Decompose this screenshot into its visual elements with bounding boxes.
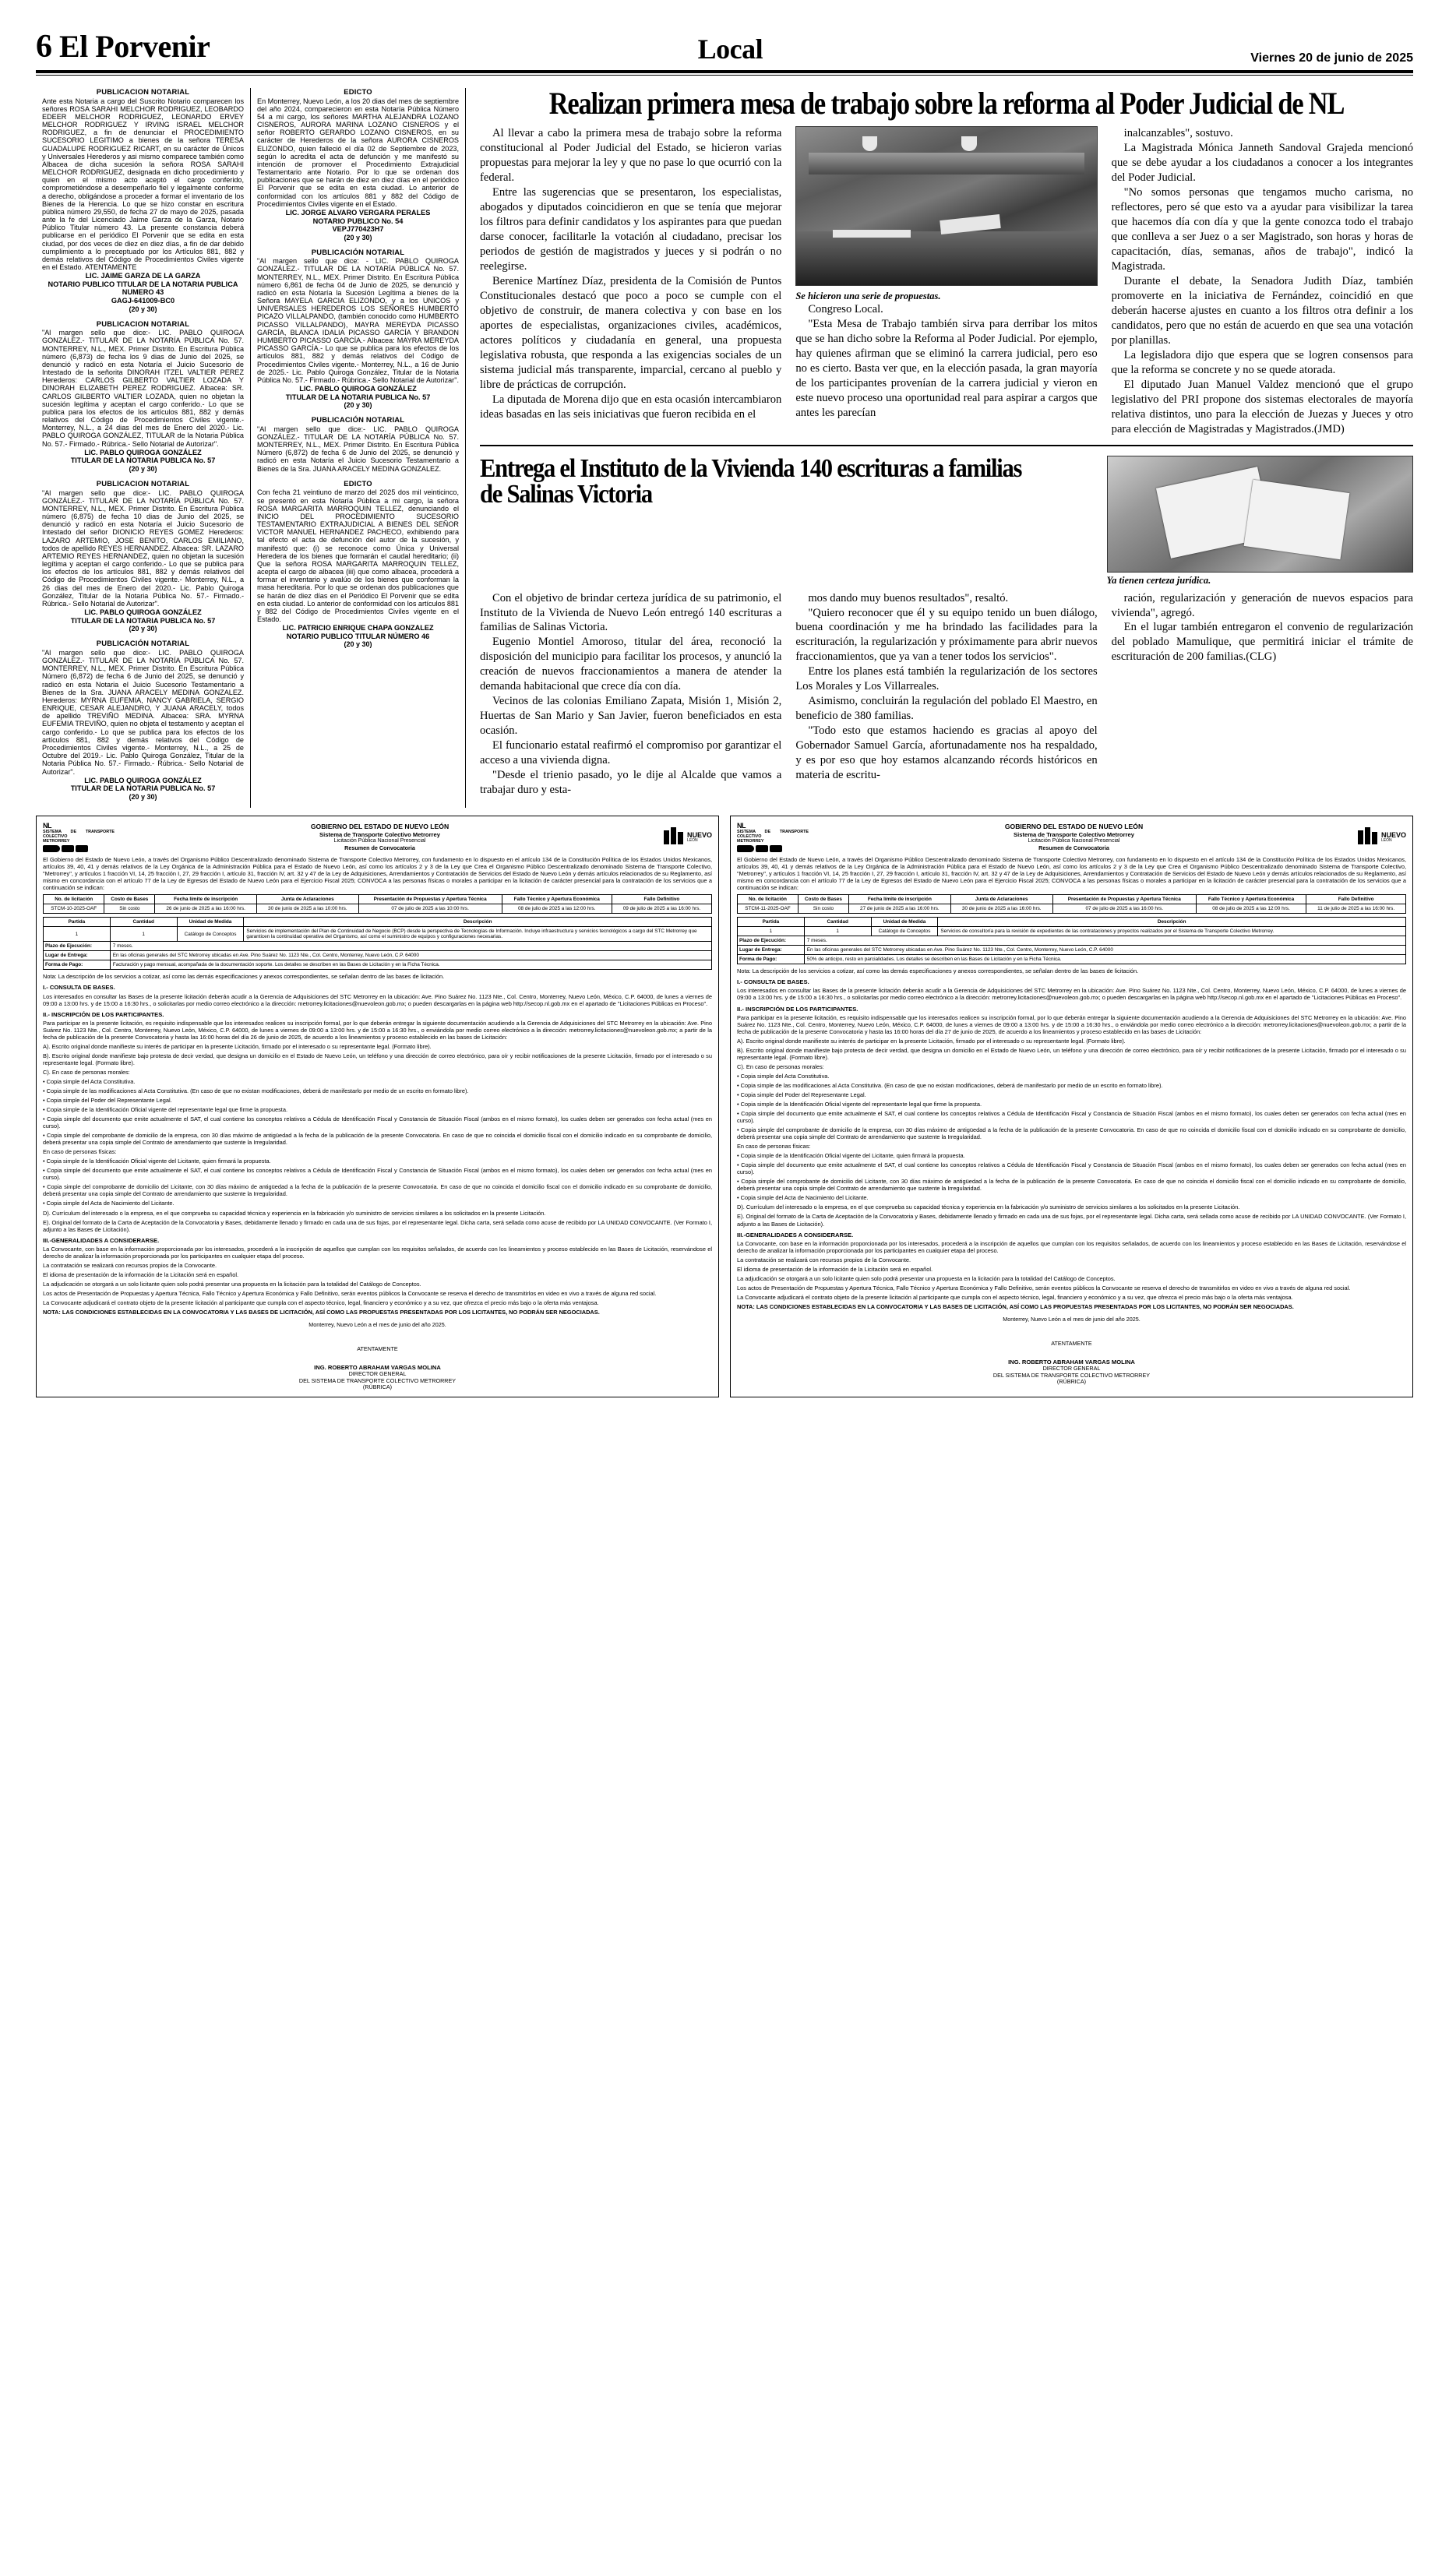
notice-signature: LIC. PATRICIO ENRIQUE CHAPA GONZALEZ NOTARIO PUBLICO TITULAR NÚMERO 46 [282, 624, 434, 640]
notice-title: PUBLICACION NOTARIAL [96, 87, 190, 96]
article1-photo [795, 126, 1097, 286]
notice-title: EDICTO [344, 478, 372, 488]
requirement-item: • Copia simple del Acta Constitutiva. [737, 1072, 830, 1080]
metro-train-icon [737, 845, 809, 852]
article-paragraph: inalcanzables", sostuvo. [1123, 127, 1233, 140]
table-row [738, 936, 1406, 946]
requirement-item: • Copia simple del comprobante de domicilio de la empresa, con 30 días máximo de antigüedad a la fecha de la publicación de la presente Convocatoria. En caso de que no coincida el domicilio fiscal con el domicilio indicado en su comprobante de domicilio, deberá presentar una copia simple del Contrato de arrendamiento que sustente la Irregularidad. [737, 1126, 1406, 1141]
footer-signer-role-2: DEL SISTEMA DE TRANSPORTE COLECTIVO METRORREY [992, 1371, 1151, 1379]
forma-value: Facturación y pago mensual, acompañada de la documentación soporte. Los detalles se describen en las Bases de Licitación y en la Ficha Técnica. [110, 960, 711, 970]
requirement-item: D). Currículum del interesado o la empresa, en el que comprueba su capacidad técnica y experiencia en la fabricación y/o suministro de servicios similares a los solicitados en la presente Licitación. [737, 1203, 1240, 1211]
generalidad-item: Los actos de Presentación de Propuestas y Apertura Técnica, Fallo Técnico y Apertura Económica y Fallo Definitivo, serán eventos públicos la Convocante se reserva el derecho de transmitirlos en video en vivo a través de alguna red social. [737, 1284, 1351, 1292]
convocatoria-header [737, 822, 1406, 853]
lugar-value: En las oficinas generales del STC Metrorrey ubicadas en Ave. Pino Suárez No. 1123 Nte., Col. Centro, Monterrey, Nuevo León, C.P. 64000 [110, 951, 711, 960]
convocatoria-nota: Nota: La descripción de los servicios a cotizar, así como las demás especificaciones y anexos correspondientes, se señalan dentro de las bases de licitación. [737, 967, 1139, 975]
bid-table-header: Fallo Técnico y Apertura Económica [1196, 894, 1306, 904]
notice-publication-count: (20 y 30) [344, 233, 372, 241]
bid-table-header: Costo de Bases [104, 894, 155, 904]
notice-publication-count: (20 y 30) [344, 401, 372, 410]
notice-title: PUBLICACIÓN NOTARIAL [311, 415, 405, 425]
legal-notices-column-1 [36, 88, 251, 808]
bid-table-cell: 08 de julio de 2025 a las 12:00 hrs. [502, 904, 612, 913]
partida-table-header: Cantidad [804, 917, 871, 926]
footer-signer-role-1: DIRECTOR GENERAL [1042, 1364, 1101, 1372]
article2-photo-caption: Ya tienen certeza jurídica. [1106, 574, 1211, 586]
requirement-item: • Copia simple del Acta Constitutiva. [43, 1078, 136, 1086]
bid-table-cell: 30 de junio de 2025 a las 16:00 hrs. [950, 904, 1052, 913]
article-paragraph: "Quiero reconocer que él y su equipo tenido un buen diálogo, buena coordinación y me ha brindado las facilidades para la escrituración, la regularización y próximamente para abrir nuevos fraccionamientos, que ya van a tener todos los servicios". [795, 606, 1098, 664]
notice-body: Ante esta Notaria a cargo del Suscrito Notario comparecen los señores ROSA SARAHI MELCHOR RODRIGUEZ, LEOBARDO EDEER MELCHOR RODRIGUEZ, LEONARDO ERVEY MELCHOR RODRIGUEZ Y IRVING ISRAEL MELCHOR RODRIGUEZ, a fin de denunciar el PROCEDIMIENTO SUCESORIO LEGITIMO a bienes de la señora TERESA GUADALUPE RODRIGUEZ RICART, en su carácter de Únicos y Universales Herederos y asi mismo comparece también como Albacea de dicha sucesión la señora ROSA SARAHI MELCHOR RODRIGUEZ, designada en dicho procedimiento y quien en el mismo acto aceptó el cargo conferido, comprometiéndose a desempeñarlo fiel y legalmente conforme a derecho, obligándose a proceder a formar el inventario de los Bienes de la Herencia. Lo que se hizo constar en escritura pública número 29,550, de fecha 27 de mayo de 2025, pasada ante la fe del Licenciado Jaime Garza de la Garza, Notario Público Titular número 43. La presente constancia deberá publicarse en el periódico El Porvenir que se edita en esta ciudad, por dos veces de diez en diez días, a fin de dar debido cumplimiento a lo preceptuado por los Artículos 881, 882 y demás relativos del Código de Procedimientos Civiles vigente en el Estado. ATENTAMENTE [42, 97, 244, 272]
notice-publication-count: (20 y 30) [129, 305, 157, 313]
article-paragraph: Entre los planes está también la regularización de los sectores Los Morales y Los Villarreales. [795, 665, 1098, 693]
partida-table-cell: Catálogo de Conceptos [177, 926, 244, 941]
legal-notice [42, 480, 244, 633]
partida-table [43, 917, 712, 970]
partida-table-header: Unidad de Medida [871, 917, 938, 926]
legal-notice [257, 248, 459, 410]
article-housing-deeds [480, 453, 1413, 798]
notice-body: En Monterrey, Nuevo León, a los 20 dias del mes de septiembre del año 2024, comparecieron en esta Notaría Pública Número 54 a mi cargo, los señores MARTHA ALEJANDRA LOZANO CISNEROS, AURORA MARINA LOZANO CISNEROS y el señor ROBERTO GERARDO LOZANO CISNEROS, en su carácter de Herederos de la señora AURORA CISNEROS ELIZONDO, quien falleció el día 02 de Septiembre de 2023, según lo acredita el acta de defunción y me manifestó su intención de promover el Procedimiento Extrajudicial Testamentario ante Notario. Por lo que se ordenan dos publicaciones que se harán de diez en diez días en el periódico El Porvenir que se edita en esta ciudad. Lo anterior de conformidad con los artículos 881 y 882 del Código de Procedimientos Civiles vigente en el Estado. [257, 97, 459, 208]
partida-table-cell: Catálogo de Conceptos [871, 926, 938, 936]
footer-city-date: Monterrey, Nuevo León a el mes de junio del año 2025. [308, 1321, 446, 1329]
generalidad-item: La adjudicación se otorgará a un solo licitante quien solo podrá presentar una propuesta en la licitación para la totalidad del Catálogo de Conceptos. [737, 1274, 1116, 1282]
generalidad-item: La Convocante adjudicará el contrato objeto de la presente licitación al participante que cumpla con el aspecto técnico, legal, financiero y económico y a su vez, que ofrezca el precio más bajo o la oferta más ventajosa. [43, 1299, 599, 1307]
forma-label: Forma de Pago: [44, 960, 111, 970]
article2-head-row [480, 453, 1413, 587]
generalidad-item: Los actos de Presentación de Propuestas y Apertura Técnica, Fallo Técnico y Apertura Económica y Fallo Definitivo, serán eventos públicos la Convocante se reserva el derecho de transmitirlos en video en vivo a través de alguna red social. [43, 1290, 657, 1297]
table-row [738, 955, 1406, 964]
convocatoria-final-note: NOTA: LAS CONDICIONES ESTABLECIDAS EN LA CONVOCATORIA Y LAS BASES DE LICITACIÓN, ASÍ COMO LAS PROPUESTAS PRESENTADAS POR LOS LICITANTES, NO PODRÁN SER NEGOCIADAS. [43, 1309, 600, 1316]
article1-photo-caption: Se hicieron una serie de propuestas. [795, 291, 941, 302]
convocatoria-summary-line: Resumen de Convocatoria [344, 844, 415, 851]
legal-notices-column-2 [251, 88, 466, 808]
requirement-item: D). Currículum del interesado o la empresa, en el que comprueba su capacidad técnica y experiencia en la fabricación y/o suministro de servicios similares a los solicitados en la presente Licitación. [43, 1209, 546, 1217]
legal-notice [257, 480, 459, 649]
article-paragraph: El funcionario estatal reafirmó el compromiso por garantizar el acceso a una vivienda digna. [480, 739, 782, 767]
bid-table-cell: STCM-10-2025-OAF [44, 904, 104, 913]
requirement-item: • Copia simple del documento que emite actualmente el SAT, el cual contiene los conceptos relativos a Cédula de Identificación Fiscal y Constancia de Situación Fiscal (ambos en el mismo formato), los cuales deben ser generados con fecha actual (mes en curso). [43, 1115, 712, 1130]
requirement-item: A). Escrito original donde manifieste su interés de participar en la presente Licitación, firmado por el interesado o su representante legal. (Formato libre). [737, 1037, 1126, 1045]
notice-signature: LIC. PABLO QUIROGA GONZÁLEZ TITULAR DE LA NOTARIA PUBLICA No. 57 [70, 448, 216, 465]
requirement-item: A). Escrito original donde manifieste su interés de participar en la presente Licitación, firmado por el interesado o su representante legal. (Formato libre). [43, 1042, 432, 1050]
article1-bottom-rule [480, 445, 1413, 446]
footer-atentamente: ATENTAMENTE [1051, 1339, 1092, 1347]
generalidad-item: El idioma de presentación de la información de la Licitación será en español. [737, 1265, 933, 1273]
convocatoria-title-block [815, 823, 1333, 851]
article-paragraph: Congreso Local. [808, 303, 883, 316]
article-paragraph: Asimismo, concluirán la regulación del poblado El Maestro, en beneficio de 380 familias. [795, 695, 1098, 723]
page-number: 6 [36, 29, 51, 65]
notice-body: "Al margen sello que dice:- LIC. PABLO QUIROGA GONZÁLEZ.- TITULAR DE LA NOTARÍA PÚBLICA No. 57. MONTERREY, N.L., MEX. Primer Distrito. En Escritura Pública Número (6,872) de fecha 6 de Junio del 2025, se denunció y radicó en esta Notaría el Juicio Sucesorio Testamentario a Bienes de la Sra. JUANA ARACELY MEDINA GONZALEZ. [257, 425, 459, 473]
table-row [738, 946, 1406, 955]
article1-columns [480, 126, 1413, 436]
article-paragraph: La diputada de Morena dijo que en esta ocasión intercambiaron ideas basadas en las seis iniciativas que fueron recibida en el [480, 393, 782, 421]
bid-table-cell: STCM-11-2025-OAF [738, 904, 799, 913]
convocatoria-summary-line: Resumen de Convocatoria [1038, 844, 1109, 851]
requirement-item: C). En caso de personas morales: [43, 1069, 130, 1076]
article2-photo-wrap [1107, 456, 1413, 587]
article2-columns [480, 591, 1413, 798]
article2-photo [1107, 456, 1413, 573]
table-row [44, 960, 712, 970]
bid-table-cell: 07 de julio de 2025 a las 10:00 hrs. [358, 904, 502, 913]
requirement-item: • Copia simple de la Identificación Oficial vigente del representante legal que firme la propuesta. [737, 1101, 982, 1108]
requirement-item: • Copia simple del documento que emite actualmente el SAT, el cual contiene los conceptos relativos a Cédula de Identificación Fiscal y Constancia de Situación Fiscal (ambos en el mismo formato), los cuales deben ser generados con fecha actual (mes en curso). [737, 1161, 1406, 1176]
article-paragraph: mos dando muy buenos resultados", resaltó. [808, 591, 1009, 604]
article1-headline: Realizan primera mesa de trabajo sobre la reforma al Poder Judicial de NL [548, 86, 1345, 121]
article-paragraph: Eugenio Montiel Amoroso, titular del área, reconoció la disposición del municipio para facilitar los procesos, y anunció la creación de nuevos fraccionamientos a manera de atender la demanda habitacional que crece día con día. [480, 636, 782, 693]
bid-table-header: Fallo Definitivo [1306, 894, 1406, 904]
article-paragraph: La Magistrada Mónica Janneth Sandoval Grajeda mencionó que se debe ayudar a los ciudadanos a conocer a los integrantes del Poder Judicial. [1111, 142, 1413, 185]
requirement-item: • Copia simple del Poder del Representante Legal. [43, 1097, 172, 1105]
notice-body: "Al margen sello que dice:- LIC. PABLO QUIROGA GONZÁLEZ.- TITULAR DE LA NOTARÍA PÚBLICA No. 57. MONTERREY, N.L., MEX. Primer Distrito. En Escritura Pública número (6,875) de fecha 10 dias de Junio del 2025, se denunció y radicó en esta Notaría el Juicio Sucesorio de Intestado del señor DIONICIO REYES GOMEZ Herederos: LAZARO ARTEMIO, JOSE BENITO, CARLOS EMILIANO, todos de apellido REYES HERNANDEZ. Albacea: SR. LAZARO ARTEMIO REYES HERNANDEZ, quien no objetan la sucesión legítima y aceptan el cargo conferido.- Lo que se publica para los efectos de los artículos 881, 882 y demás relativos del Código de Procedimientos Civiles vigente.- Monterrey, N.L., a 26 dias del mes de Enero del 2020.- Lic. Pablo Quiroga González, Titular de la Notaria Pública No. 57.- Firmado.- Rúbrica.- Sello Notarial de Autorizar". [42, 488, 244, 608]
footer-rubrica: (RÚBRICA) [1056, 1378, 1087, 1386]
convocatorias-area [22, 808, 1427, 1411]
paper-title: El Porvenir [59, 29, 210, 64]
nl-wordmark: NUEVO LEÓN [686, 830, 712, 843]
notice-publication-count: (20 y 30) [129, 792, 157, 801]
forma-value: 50% de anticipo, resto en parcialidades. Los detalles se describen en las Bases de Licitación y en la Ficha Técnica. [804, 955, 1405, 964]
bid-schedule-table [737, 894, 1406, 914]
page-body [22, 83, 1427, 808]
masthead-left [36, 28, 210, 65]
convocatoria-footer [43, 1322, 712, 1391]
section-1-title: I.- CONSULTA DE BASES. [43, 984, 115, 992]
footer-signer-role-2: DEL SISTEMA DE TRANSPORTE COLECTIVO METRORREY [298, 1376, 457, 1384]
legal-notice [257, 88, 459, 241]
bid-table-header: Presentación de Propuestas y Apertura Técnica [1052, 894, 1196, 904]
notice-body: "Al margen sello que dice:- LIC. PABLO QUIROGA GONZÁLEZ.- TITULAR DE LA NOTARÍA PÚBLICA No. 57. MONTERREY, N.L., MEX. Primer Distrito. En Escritura Pública Número (6,872) de fecha 6 de Junio del 2025, se denunció y radicó en esta Notaria el Juicio Sucesorio Testamentario a Bienes de la Sra. JUANA ARACELY MEDINA GONZALEZ. Herederos: MYRNA EUFEMIA, NANCY GABRIELA, SERGIO ENRIQUE, CESAR ALEJANDRO, Y JUANA ARACELY, todos de apellido TREVIÑO MEDINA. Albacea: SRA. MYRNA EUFEMIA TREVIÑO, quien no objeta el testamento y aceptan el cargo conferido.- Lo que se publica para los efectos de los artículos 881, 882 y demás relativos del Código de Procedimientos Civiles vigente.- Monterrey, N.L., a 25 de Octubre del 2019.- Lic. Pablo Quiroga González, Titular de la Notaria Pública No. 57.- Firmado.- Rúbrica.- Sello Notarial de Autorizar". [42, 648, 244, 776]
legal-notice [257, 416, 459, 473]
article-paragraph: Entre las sugerencias que se presentaron, los especialistas, abogados y diputados coincidieron en que se tenía que mejorar los filtros para definir candidatos y los aspirantes para que puedan darse conocer, facilitarle la votación al ciudadano, precisar los periodos de gestión de magistrados y jueces y si podrán o no reelegirse. [480, 186, 782, 273]
article-paragraph: Durante el debate, la Senadora Judith Díaz, también promoverte en la iniciativa de Fernández, coincidió en que deberán hacerse ajustes en cuanto a los filtros otra definir a los candidatos, pero que no están de acuerdo en que sea una votación por planillas. [1111, 274, 1413, 347]
partida-table-cell: 1 [110, 926, 177, 941]
article-paragraph: Al llevar a cabo la primera mesa de trabajo sobre la reforma constitucional al Poder Judicial del Estado, se hicieron varias propuestas para mejorar la ley y que no pase lo que ocurrió con la federal. [480, 127, 782, 185]
plazo-value: 7 meses. [110, 942, 711, 951]
bid-schedule-table [43, 894, 712, 914]
generalidad-item: El idioma de presentación de la información de la Licitación será en español. [43, 1270, 239, 1278]
section-1-body: Los interesados en consultar las Bases de la presente licitación deberán acudir a la Gerencia de Adquisiciones del STC Metrorrey en la ubicación: Ave. Pino Suárez No. 1123 Nte., Col. Centro, Monterrey, Nuevo León, México, C.P. 64000, de lunes a viernes de 09:00 a 13:00 hrs. y de 15:00 a 16:30 hrs., o solicitarlas por medio correo electrónico a la dirección: metrorrey.licitaciones@nuevoleon.gob.mx; o pueden descargarlas en la página web http://secop.nl.gob.mx en el apartado de "Licitaciones Públicas en Proceso". [737, 987, 1406, 1002]
article-paragraph: En el lugar también entregaron el convenio de regularización del poblado Mamulique, que permitirá iniciar el trámite de escrituración de 200 familias.(CLG) [1111, 621, 1413, 664]
table-row [738, 904, 1406, 913]
notice-publication-count: (20 y 30) [129, 464, 157, 473]
article-paragraph: La legisladora dijo que espera que se logren consensos para que la reforma se concrete y no se quede atorada. [1111, 348, 1413, 376]
notice-signature: LIC. PABLO QUIROGA GONZÁLEZ TITULAR DE LA NOTARIA PUBLICA No. 57 [70, 776, 216, 793]
section-1-body: Los interesados en consultar las Bases de la presente licitación deberán acudir a la Gerencia de Adquisiciones del STC Metrorrey en la ubicación: Ave. Pino Suárez No. 1123 Nte., Col. Centro, Monterrey, Nuevo León, México, C.P. 64000, de lunes a viernes de 09:00 a 13:00 hrs. y de 15:00 a 16:30 hrs., o solicitarlas por medio correo electrónico a la dirección: metrorrey.licitaciones@nuevoleon.gob.mx; o pueden descargarlas en la página web http://secop.nl.gob.mx en el apartado de "Licitaciones Públicas en Proceso". [43, 992, 712, 1007]
article-paragraph: "Todo esto que estamos haciendo es gracias al apoyo del Gobernador Samuel García, afortunadamente nos ha respaldado, y es por eso que hoy estamos alcanzando récords históricos en materia de escritu- [795, 724, 1098, 782]
nl-wordmark: NUEVO LEÓN [1380, 830, 1406, 843]
partida-table [737, 917, 1406, 964]
bid-table-header: No. de licitación [44, 894, 104, 904]
article1-col-3 [1112, 126, 1413, 436]
article2-col-3 [1112, 591, 1413, 798]
notice-publication-count: (20 y 30) [129, 625, 157, 633]
requirement-item: • Copia simple del comprobante de domicilio de la empresa, con 30 días máximo de antigüedad a la fecha de la publicación de la presente Convocatoria. En caso de que no coincida el domicilio fiscal con el domicilio indicado en su comprobante de domicilio, deberá presentar una copia simple del Contrato de arrendamiento que sustente la Irregularidad. [43, 1132, 712, 1147]
plazo-label: Plazo de Ejecución: [44, 942, 111, 951]
article-paragraph: "Esta Mesa de Trabajo también sirva para derribar los mitos que se han dicho sobre la Reforma al Poder Judicial. Por ejemplo, hay quienes afirman que se eliminó la carrera judicial, pero eso no es cierto. Basta ver que, en la elección pasada, la gran mayoría de los participantes provenían de la carrera judicial y vieron en este nuevo proceso una oportunidad real para aspirar a cargos que antes les parecían [795, 318, 1098, 420]
bid-table-header: Fallo Definitivo [612, 894, 711, 904]
requirement-item: • Copia simple del comprobante de domicilio del Licitante, con 30 días máximo de antigüedad a la fecha de la publicación de la presente Convocatoria. En caso de que no coincida el domicilio fiscal con el domicilio indicado en su comprobante de domicilio, deberá presentar una copia simple del Contrato de arrendamiento que sustente la Irregularidad. [737, 1178, 1406, 1193]
section-2-body: Para participar en la presente licitación, es requisito indispensable que los interesados realicen su inscripción formal, por lo que deberán entregar la siguiente documentación acudiendo a la Gerencia de Adquisiciones del STC Metrorrey en la ubicación: Ave. Pino Suárez No. 1123 Nte., Col. Centro, Monterrey, Nuevo León, México, C.P. 64000, de lunes a viernes de 09:00 a 13:00 hrs. y de 15:00 a 16:30 hrs., o enviándola por medio correo electrónico a la dirección: metrorrey.licitaciones@nuevoleon.gob.mx; a partir de la fecha de publicación de la presente Convocatoria y hasta las 16:00 horas del día 26 de junio de 2025, de acuerdo a los lineamientos y proceso establecido en las bases de Licitación: [43, 1019, 712, 1041]
requirement-item: • Copia simple del Acta de Nacimiento del Licitante. [737, 1194, 869, 1202]
partida-table-cell: Servicios de implementación del Plan de Continuidad de Negocio (BCP) desde la perspectiva de Tecnologías de Información. Incluye infraestructura y servicios tecnológicos a cargo del STC Metrorrey que garanticen la continuidad operativa del Organismo, así como el suministro de equipos y configuraciones necesarias. [244, 926, 712, 941]
requirement-item: En caso de personas físicas: [737, 1143, 811, 1151]
requirement-item: • Copia simple de la Identificación Oficial vigente del representante legal que firme la propuesta. [43, 1106, 287, 1114]
bid-table-cell: Sin costo [798, 904, 848, 913]
requirement-item: • Copia simple del comprobante de domicilio del Licitante, con 30 días máximo de antigüedad a la fecha de la publicación de la presente Convocatoria. En caso de que no coincida el domicilio fiscal con el domicilio indicado en su comprobante de domicilio, deberá presentar una copia simple del Contrato de arrendamiento que sustente la Irregularidad. [43, 1183, 712, 1198]
bid-table-header: Junta de Aclaraciones [950, 894, 1052, 904]
notice-signature: LIC. PABLO QUIROGA GONZÁLEZ TITULAR DE LA NOTARIA PUBLICA No. 57 [285, 385, 431, 401]
partida-table-header: Partida [44, 917, 111, 926]
convocatoria-type-line: Licitación Pública Nacional Presencial [333, 838, 426, 844]
generalidad-item: La contratación se realizará con recursos propios de la Convocante. [737, 1256, 911, 1263]
table-row [738, 926, 1406, 936]
convocatoria-footer [737, 1316, 1406, 1386]
section-3-title: III.-GENERALIDADES A CONSIDERARSE. [737, 1231, 854, 1239]
footer-city-date: Monterrey, Nuevo León a el mes de junio del año 2025. [1003, 1316, 1141, 1323]
lugar-label: Lugar de Entrega: [738, 946, 805, 955]
article-paragraph: ración, regularización y generación de nuevos espacios para vivienda", agregó. [1111, 591, 1413, 619]
notice-title: PUBLICACION NOTARIAL [96, 319, 190, 328]
requirement-item: • Copia simple del documento que emite actualmente el SAT, el cual contiene los conceptos relativos a Cédula de Identificación Fiscal y Constancia de Situación Fiscal (ambos en el mismo formato), los cuales deben ser generados con fecha actual (mes en curso). [43, 1167, 712, 1182]
convocatoria-gov-line: GOBIERNO DEL ESTADO DE NUEVO LEÓN [310, 823, 450, 831]
metro-train-icon [43, 845, 115, 852]
generalidad-item: La contratación se realizará con recursos propios de la Convocante. [43, 1261, 217, 1269]
convocatoria-intro: El Gobierno del Estado de Nuevo León, a través del Organismo Público Descentralizado denominado Sistema de Transporte Colectivo Metrorrey, con fundamento en lo dispuesto en el artículo 134 de la Constitución Política de los Estados Unidos Mexicanos, artículos 39, 40, 41 y demás relativos de la Ley Orgánica de la Administración Pública para el Estado de Nuevo León, así como los artículos 2 y 3 de la Ley que Crea el Organismo Público Descentralizado denominado Sistema de Transporte Colectivo, "Metrorrey", y artículos 1 fracción VI, 14, 25 fracción I, 27, 29 fracción I, artículo 31, fracción IV, art. 32 y 47 de la Ley de Adquisiciones, Arrendamientos y Contratación de Servicios del Estado de Nuevo León y demás artículos relacionados de su Reglamento, así mismo en concordancia con el artículo 77 de la Ley de Egresos del Estado de Nuevo León para el Ejercicio Fiscal 2025; CONVOCA a las personas físicas o morales a participar en la licitación de carácter presencial para la contratación de los servicios que a continuación se indican: [737, 855, 1406, 891]
convocatoria-intro: El Gobierno del Estado de Nuevo León, a través del Organismo Público Descentralizado denominado Sistema de Transporte Colectivo Metrorrey, con fundamento en lo dispuesto en el artículo 134 de la Constitución Política de los Estados Unidos Mexicanos, artículos 39, 40, 41 y demás relativos de la Ley Orgánica de la Administración Pública para el Estado de Nuevo León, así como los artículos 2 y 3 de la Ley que Crea el Organismo Público Descentralizado denominado Sistema de Transporte Colectivo, "Metrorrey", y artículos 1 fracción VI, 14, 25 fracción I, 27, 29 fracción I, artículo 31, fracción IV, art. 32 y 47 de la Ley de Adquisiciones, Arrendamientos y Contratación de Servicios del Estado de Nuevo León y demás artículos relacionados de su Reglamento, así mismo en concordancia con el artículo 77 de la Ley de Egresos del Estado de Nuevo León para el Ejercicio Fiscal 2025; CONVOCA a las personas físicas o morales a participar en la licitación de carácter presencial para la contratación de los servicios que a continuación se indican: [43, 855, 712, 891]
legal-notice [42, 640, 244, 801]
partida-table-cell: 1 [738, 926, 805, 936]
requirement-item: B). Escrito original donde manifieste bajo protesta de decir verdad, que designa un domicilio en el Estado de Nuevo León, un teléfono y una dirección de correo electrónico, para oír y recibir notificaciones de la presente Licitación, firmado por el interesado o su representante legal. (Formato libre). [43, 1052, 712, 1066]
convocatoria-org-line: Sistema de Transporte Colectivo Metrorrey [319, 830, 440, 838]
bid-table-cell: Sin costo [104, 904, 155, 913]
notice-body: "Al margen sello que dice:- LIC. PABLO QUIROGA GONZÁLEZ.- TITULAR DE LA NOTARÍA PÚBLICA No. 57. MONTERREY, N.L., MEX. Primer Distrito. En Escritura Pública número (6,873) de fecha los 9 dias de Junio del 2025, se denunció y radicó en esta Notaría el Juicio Sucesorio de Intestado de la señorita DINORAH ITZEL VALTIER PEREZ Herederos: CARLOS GILBERTO VALTIER LOZADA Y DINORAH ELIZABETH PEREZ RODRIGUEZ. Albacea: SR. CARLOS GILBERTO VALTIER LOZADA, quien no objetan la sucesión legítima y aceptan el cargo conferido.- Lo que se publica para los efectos de los artículos 881, 882 y demás relativos del Código de Procedimientos Civiles vigente.- Monterrey, N.L., a 24 dias del mes de Enero del 2020.- Lic. PABLO QUIROGA GONZÁLEZ, TITULAR de la Notaria Pública No. 57.- Firmado.- Rúbrica.- Sello Notarial de Autorizar". [42, 329, 244, 448]
partida-table-header: Descripción [938, 917, 1406, 926]
notice-signature: LIC. JAIME GARZA DE LA GARZA NOTARIO PUBLICO TITULAR DE LA NOTARIA PUBLICA NUMERO 43 GAGJ-641009-BC0 [48, 272, 238, 305]
requirement-item: B). Escrito original donde manifieste bajo protesta de decir verdad, que designa un domicilio en el Estado de Nuevo León, un teléfono y una dirección de correo electrónico, para oír y recibir notificaciones de la presente Licitación, firmado por el interesado o su representante legal. (Formato libre). [737, 1046, 1406, 1061]
metrorrey-logo: NL SISTEMA DE TRANSPORTE COLECTIVO METRORREY [737, 822, 809, 853]
article-paragraph: "No somos personas que tengamos mucho carisma, no reflectores, pero sé que esto va a ayudar para visibilizar la tarea que hacemos día con día y que la gente conozca todo el trabajo que conlleva a ser Juez o a ser Magistrado, son horas y horas de capacitación, días, semanas, años de trabajo", indicó la Magistrada. [1111, 186, 1413, 273]
footer-atentamente: ATENTAMENTE [357, 1344, 398, 1352]
convocatoria-nota: Nota: La descripción de los servicios a cotizar, así como las demás especificaciones y anexos correspondientes, se señalan dentro de las bases de licitación. [43, 973, 445, 981]
requirement-item: C). En caso de personas morales: [737, 1062, 824, 1070]
notice-title: PUBLICACION NOTARIAL [96, 479, 190, 488]
section-1-title: I.- CONSULTA DE BASES. [737, 978, 809, 986]
convocatoria-panel [36, 816, 719, 1397]
notice-body: Con fecha 21 veintiuno de marzo del 2025 dos mil veinticinco, se presentó en esta Notaría Pública a mi cargo, la señora ROSA MARGARITA MARROQUIN TELLEZ, denunciando el INICIO DEL PROCEDIMIENTO SUCESORIO TESTAMENTARIO EXTRAJUDICIAL A BIENES DEL SEÑOR VICTOR MANUEL HERNANDEZ PACHECO, exhibiendo para tal efecto el acta de defunción del autor de la sucesión, y manifestó que: (i) se reconoce como Única y Universal Heredera de los bienes que formarán el caudal hereditario; (ii) Que la señora ROSA MARGARITA MARROQUIN TELLEZ, acepta el cargo de albacea (iii) que como albacea, procederá a formar el inventario y avalúo de los bienes que conforman la masa hereditaria. Por lo que se ordenan dos publicaciones que se harán de diez días en el Periódico El Porvenir que se edita en esta ciudad. Lo anterior de conformidad con los artículos 881 y 882 del Código de Procedimientos Civiles vigente en el Estado. [257, 488, 459, 624]
notice-body: "Al margen sello que dice: - LIC. PABLO QUIROGA GONZÁLEZ.- TITULAR DE LA NOTARÍA PÚBLICA No. 57. MONTERREY, N.L., MEX. Primer Distrito. En Escritura Pública número 6,861 de fecha 04 de Junio de 2025, se denunció y radicó en esta Notaría la Sucesión Legítima a bienes de la Señora MAYELA GARCIA ELIZONDO, y a los UNICOS y UNIVERSALES HEREDEROS LOS SEÑORES HUMBERTO PICAZO VILLALPANDO, (también conocido como HUMBERTO PICASSO VILLALPANDO), MAYRA MEREYDA PICASSO GARCÍA, BLANCA IDALIA PICASSO GARCÍA Y BRANDON HUMBERTO PICASSO GARCÍA.- Albacea: MAYRA MEREYDA PICASSO GARCÍA.- Lo que se publica para los efectos de los artículos 881, 882 y demás relativos del Código de Procedimientos Civiles vigente.- Monterrey, N.L., a 16 de Junio de 2025.- Lic. Pablo Quiroga González, Titular de la Notaria Pública No. 57.- Firmado.- Rúbrica.- Sello Notarial de Autorizar". [257, 257, 459, 384]
notice-title: PUBLICACIÓN NOTARIAL [96, 639, 190, 648]
footer-signer-name: ING. ROBERTO ABRAHAM VARGAS MOLINA [1008, 1358, 1135, 1366]
bid-table-header: Fecha límite de inscripción [155, 894, 257, 904]
metrorrey-logo: NL SISTEMA DE TRANSPORTE COLECTIVO METRORREY [43, 822, 115, 853]
article2-col-1 [480, 591, 781, 798]
footer-rubrica: (RÚBRICA) [362, 1383, 393, 1391]
lugar-label: Lugar de Entrega: [44, 951, 111, 960]
legal-notice [42, 88, 244, 313]
article-paragraph: Con el objetivo de brindar certeza jurídica de su patrimonio, el Instituto de la Vivienda de Nuevo León entregó 140 escrituras a familias de Salinas Victoria. [480, 591, 782, 634]
notice-signature: LIC. PABLO QUIROGA GONZÁLEZ TITULAR DE LA NOTARIA PUBLICA No. 57 [70, 608, 216, 625]
requirement-item: • Copia simple de las modificaciones al Acta Constitutiva. (En caso de que no existan modificaciones, deberá de manifestarlo por medio de un escrito en formato libre). [43, 1087, 469, 1095]
convocatoria-title-block [121, 823, 639, 851]
requirement-item: En caso de personas físicas: [43, 1148, 117, 1156]
notice-publication-count: (20 y 30) [344, 640, 372, 649]
footer-signer-role-1: DIRECTOR GENERAL [348, 1369, 407, 1377]
section-title: Local [697, 33, 763, 65]
generalidad-item: La Convocante, con base en la información proporcionada por los interesados, procederá a la inscripción de aquellos que cumplan con los requisitos señalados, de acuerdo con los lineamientos y proceso establecido en las Bases de Licitación, reservándose el derecho de analizar la información proporcionada por los participantes en cualquier etapa del proceso. [43, 1245, 712, 1260]
issue-date: Viernes 20 de junio de 2025 [1250, 51, 1413, 65]
convocatoria-final-note: NOTA: LAS CONDICIONES ESTABLECIDAS EN LA CONVOCATORIA Y LAS BASES DE LICITACIÓN, ASÍ COMO LAS PROPUESTAS PRESENTADAS POR LOS LICITANTES, NO PODRÁN SER NEGOCIADAS. [737, 1303, 1294, 1311]
partida-table-cell: 1 [44, 926, 111, 941]
footer-signer-name: ING. ROBERTO ABRAHAM VARGAS MOLINA [314, 1363, 441, 1371]
bid-table-cell: 26 de junio de 2025 a las 16:00 hrs. [155, 904, 257, 913]
convocatoria-org-line: Sistema de Transporte Colectivo Metrorrey [1014, 830, 1134, 838]
nl-emblem-icon [1358, 827, 1378, 848]
generalidad-item: La adjudicación se otorgará a un solo licitante quien solo podrá presentar una propuesta en la licitación para la totalidad del Catálogo de Conceptos. [43, 1280, 421, 1288]
requirement-item: E). Original del formato de la Carta de Aceptación de la Convocatoria y Bases, debidamente llenado y firmado en cada una de sus fojas, por el representante legal. Dicha carta, será sellada como acuse de recibido por LA UNIDAD CONVOCANTE. (Ver Formato I, adjunto a las Bases de Licitación). [737, 1213, 1406, 1228]
article-paragraph: "Desde el trienio pasado, yo le dije al Alcalde que vamos a trabajar duro y esta- [480, 769, 782, 797]
masthead [22, 0, 1427, 69]
notice-title: PUBLICACIÓN NOTARIAL [311, 247, 405, 256]
table-row [44, 904, 712, 913]
section-2-title: II.- INSCRIPCIÓN DE LOS PARTICIPANTES. [43, 1010, 164, 1018]
bid-table-cell: 09 de julio de 2025 a las 16:00 hrs. [612, 904, 711, 913]
article-judicial-reform [480, 88, 1413, 446]
article-paragraph: El diputado Juan Manuel Valdez mencionó que el grupo legislativo del PRI propone dos sistemas electorales de mayoría relativa distintos, uno para la elección de Juezas y Jueces y otro para elección de Magistradas y Magistrados.(JMD) [1111, 378, 1413, 435]
plazo-label: Plazo de Ejecución: [738, 936, 805, 946]
partida-table-header: Descripción [244, 917, 712, 926]
bid-table-header: Fallo Técnico y Apertura Económica [502, 894, 612, 904]
bid-table-header: Costo de Bases [798, 894, 848, 904]
bid-table-cell: 08 de julio de 2025 a las 12:00 hrs. [1196, 904, 1306, 913]
partida-table-cell: 1 [804, 926, 871, 936]
generalidad-item: La Convocante, con base en la información proporcionada por los interesados, procederá a la inscripción de aquellos que cumplan con los requisitos señalados, de acuerdo con los lineamientos y proceso establecido en las Bases de Licitación, reservándose el derecho de analizar la información proporcionada por los participantes en cualquier etapa del proceso. [737, 1239, 1406, 1254]
partida-table-header: Partida [738, 917, 805, 926]
bid-table-cell: 27 de junio de 2025 a las 16:00 hrs. [848, 904, 950, 913]
masthead-rule [36, 70, 1413, 73]
table-row [44, 926, 712, 941]
notice-title: EDICTO [344, 87, 372, 96]
requirement-item: • Copia simple del Poder del Representante Legal. [737, 1091, 866, 1099]
requirement-item: • Copia simple de la Identificación Oficial vigente del Licitante, quien firmará la propuesta. [737, 1152, 965, 1160]
section-2-title: II.- INSCRIPCIÓN DE LOS PARTICIPANTES. [737, 1005, 858, 1013]
requirement-item: • Copia simple de la Identificación Oficial vigente del Licitante, quien firmará la propuesta. [43, 1158, 271, 1165]
convocatoria-type-line: Licitación Pública Nacional Presencial [1028, 838, 1120, 844]
article2-col-2 [795, 591, 1097, 798]
table-row [44, 942, 712, 951]
bid-table-cell: 07 de julio de 2025 a las 16:00 hrs. [1052, 904, 1196, 913]
article1-col-1 [480, 126, 781, 436]
convocatoria-panel [730, 816, 1413, 1397]
bid-table-header: Presentación de Propuestas y Apertura Técnica [358, 894, 502, 904]
forma-label: Forma de Pago: [738, 955, 805, 964]
bid-table-cell: 30 de junio de 2025 a las 10:00 hrs. [257, 904, 359, 913]
partida-table-header: Cantidad [110, 917, 177, 926]
article2-headline: Entrega el Instituto de la Vivienda 140 escrituras a familias de Salinas Victoria [480, 453, 1022, 509]
article1-col-2 [795, 126, 1097, 436]
section-2-body: Para participar en la presente licitación, es requisito indispensable que los interesados realicen su inscripción formal, por lo que deberán entregar la siguiente documentación acudiendo a la Gerencia de Adquisiciones del STC Metrorrey en la ubicación: Ave. Pino Suárez No. 1123 Nte., Col. Centro, Monterrey, Nuevo León, México, C.P. 64000, de lunes a viernes de 09:00 a 13:00 hrs. y de 15:00 a 16:30 hrs., o enviándola por medio correo electrónico a la dirección: metrorrey.licitaciones@nuevoleon.gob.mx; a partir de la fecha de publicación de la presente Convocatoria y hasta las 16:00 horas del día 27 de junio de 2025, de acuerdo a los lineamientos y proceso establecido en las bases de Licitación: [737, 1013, 1406, 1035]
article-paragraph: Berenice Martínez Díaz, presidenta de la Comisión de Puntos Constitucionales destacó que poco a poco se cumple con el objetivo de construir, de manera colectiva y con base en los aportes de especialistas, organizaciones civiles, académicos, actores políticos y ciudadanía en general, una propuesta legislativa robusta, que responda a las exigencias sociales de un sistema judicial más transparente, imparcial, cercano al pueblo y libre de prácticas de corrupción. [480, 274, 782, 391]
bid-table-header: Junta de Aclaraciones [257, 894, 359, 904]
masthead-rule-thin [36, 75, 1413, 76]
article-paragraph: Vecinos de las colonias Emiliano Zapata, Misión 1, Misión 2, Huertas de San Mario y San Javier, fueron beneficiados en esta ocasión. [480, 695, 782, 738]
requirement-item: E). Original del formato de la Carta de Aceptación de la Convocatoria y Bases, debidamente llenado y firmado en cada una de sus fojas, por el representante legal. Dicha carta, será sellada como acuse de recibido por LA UNIDAD CONVOCANTE. (Ver Formato I, adjunto a las Bases de Licitación). [43, 1218, 712, 1233]
table-row [44, 951, 712, 960]
nuevo-leon-logo [1339, 827, 1406, 848]
notice-signature: LIC. JORGE ALVARO VERGARA PERALES NOTARIO PUBLICO No. 54 VEPJ770423H7 [285, 208, 431, 234]
nl-emblem-icon [664, 827, 684, 848]
requirement-item: • Copia simple de las modificaciones al Acta Constitutiva. (En caso de que no existan modificaciones, deberá de manifestarlo por medio de un escrito en formato libre). [737, 1082, 1163, 1090]
convocatoria-gov-line: GOBIERNO DEL ESTADO DE NUEVO LEÓN [1004, 823, 1144, 831]
plazo-value: 7 meses. [804, 936, 1405, 946]
generalidad-item: La Convocante adjudicará el contrato objeto de la presente licitación al participante que cumpla con el aspecto técnico, legal, financiero y económico y a su vez, que ofrezca el precio más bajo o la oferta más ventajosa. [737, 1293, 1293, 1301]
legal-notice [42, 320, 244, 473]
bid-table-cell: 11 de julio de 2025 a las 16:00 hrs. [1306, 904, 1406, 913]
convocatoria-header [43, 822, 712, 853]
nuevo-leon-logo [645, 827, 712, 848]
requirement-item: • Copia simple del documento que emite actualmente el SAT, el cual contiene los conceptos relativos a Cédula de Identificación Fiscal y Constancia de Situación Fiscal (ambos en el mismo formato), los cuales deben ser generados con fecha actual (mes en curso). [737, 1110, 1406, 1125]
lugar-value: En las oficinas generales del STC Metrorrey ubicadas en Ave. Pino Suárez No. 1123 Nte., Col. Centro, Monterrey, Nuevo León, C.P. 64000 [804, 946, 1405, 955]
section-3-title: III.-GENERALIDADES A CONSIDERARSE. [43, 1236, 160, 1244]
requirement-item: • Copia simple del Acta de Nacimiento del Licitante. [43, 1200, 175, 1207]
articles-area [466, 88, 1413, 808]
bid-table-header: Fecha límite de inscripción [848, 894, 950, 904]
partida-table-header: Unidad de Medida [177, 917, 244, 926]
partida-table-cell: Servicios de consultoría para la revisión de expedientes de las contrataciones y proyectos realizados por el Sistema de Transporte Colectivo Metrorrey. [938, 926, 1406, 936]
bid-table-header: No. de licitación [738, 894, 799, 904]
